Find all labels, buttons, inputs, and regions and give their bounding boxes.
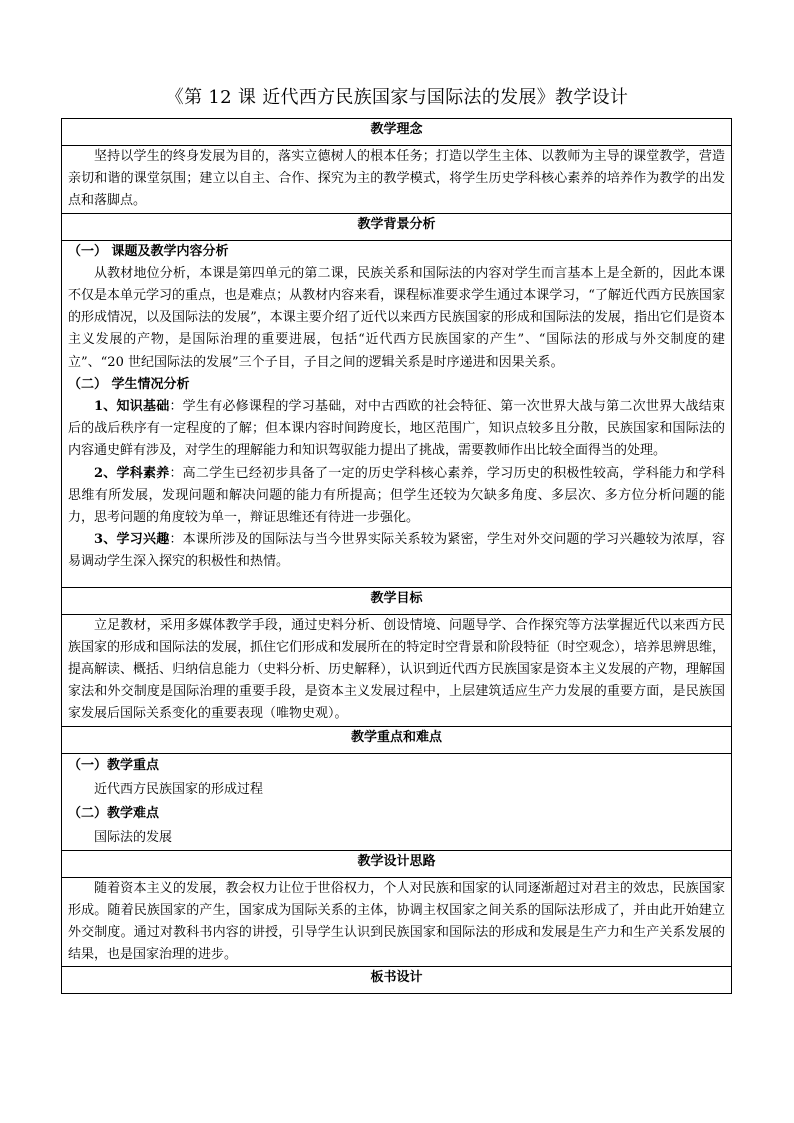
learning-interest-text: ：本课所涉及的国际法与当今世界实际关系较为紧密，学生对外交问题的学习兴趣较为浓厚，容易调动学生深入探究的积极性和热情。 [68, 532, 725, 570]
difficulty-text: 国际法的发展 [94, 829, 173, 845]
course-content-text: 从教材地位分析，本课是第四单元的第二课，民族关系和国际法的内容对学生而言基本上是全新的，因此本课不仅是本单元学习的重点，也是难点；从教材内容来看，课程标准要求学生通过本课学习，“了解近代西方民族国家的形成情况，以及国际法的发展”，本课主要介绍了近代以来西方民族国家的形成和国际法的发展，指出它们是资本主义发展的产物，是国际治理的重要进展，包括“近代西方民族国家的产生”、“国际法的形成与外交制度的建立”、“20 世纪国际法的发展”三个子目，子目之间的逻辑关系是时序递进和因果关系。 [68, 265, 725, 370]
goals-text: 立足教材，采用多媒体教学手段，通过史料分析、创设情境、问题导学、合作探究等方法掌握近代以来西方民族国家的形成和国际法的发展，抓住它们形成和发展所在的特定时空背景和阶段特征（时空观念），培养思辨思维，提高解读、概括、归纳信息能力（史料分析、历史解释），认识到近代西方民族国家是资本主义发展的产物，理解国家法和外交制度是国际治理的重要手段，是资本主义发展过程中，上层建筑适应生产力发展的重要方面，是民族国家发展后国际关系变化的重要表现（唯物史观）。 [68, 617, 725, 722]
knowledge-base-paragraph [68, 396, 725, 463]
cell-concept-body [62, 146, 732, 214]
lesson-plan-table [61, 118, 732, 994]
row-keypoints-heading [62, 726, 732, 753]
heading-background: 教学背景分析 [62, 213, 732, 240]
heading-board: 板书设计 [62, 967, 732, 994]
heading-goals: 教学目标 [62, 587, 732, 614]
document-title: 《第 12 课 近代西方民族国家与国际法的发展》教学设计 [165, 87, 629, 108]
course-content-subtitle: （一） 课题及教学内容分析 [68, 243, 229, 259]
knowledge-base-text: ：学生有必修课程的学习基础，对中古西欧的社会特征、第一次世界大战与第二次世界大战结束后的战后秩序有一定程度的了解；但本课内容时间跨度长，地区范围广，知识点较多且分散，民族国家和国际法的内容通史鲜有涉及，对学生的理解能力和知识驾驭能力提出了挑战，需要教师作出比较全面得当的处理。 [68, 399, 725, 459]
row-board-heading [62, 967, 732, 994]
heading-design: 教学设计思路 [62, 850, 732, 877]
row-concept-heading [62, 119, 732, 146]
row-design-heading [62, 850, 732, 877]
learning-interest-paragraph [68, 529, 725, 573]
focus-subtitle: （一）教学重点 [68, 757, 160, 773]
learning-interest-label: 3、学习兴趣 [94, 532, 170, 548]
row-background-heading [62, 213, 732, 240]
concept-text: 坚持以学生的终身发展为目的，落实立德树人的根本任务；打造以学生主体、以教师为主导的课堂教学，营造亲切和谐的课堂氛围；建立以自主、合作、探究为主的教学模式，将学生历史学科核心素养的培养作为教学的出发点和落脚点。 [68, 149, 725, 209]
row-concept-body [62, 146, 732, 214]
cell-goals-body [62, 614, 732, 726]
cell-keypoints-body [62, 753, 732, 850]
design-text: 随着资本主义的发展，教会权力让位于世俗权力，个人对民族和国家的认同逐渐超过对君主的效忠，民族国家形成。随着民族国家的产生，国家成为国际关系的主体，协调主权国家之间关系的国际法形成了，并由此开始建立外交制度。通过对教科书内容的讲授，引导学生认识到民族国家和国际法的形成和发展是生产力和生产关系发展的结果，也是国家治理的进步。 [68, 880, 725, 963]
subject-literacy-label: 2、学科素养 [94, 465, 170, 481]
knowledge-base-label: 1、知识基础 [94, 399, 170, 415]
heading-keypoints: 教学重点和难点 [62, 726, 732, 753]
focus-text: 近代西方民族国家的形成过程 [94, 781, 264, 797]
row-design-body [62, 877, 732, 967]
cell-design-body [62, 877, 732, 967]
difficulty-subtitle: （二）教学难点 [68, 805, 160, 821]
row-keypoints-body [62, 753, 732, 850]
student-analysis-subtitle: （二） 学生情况分析 [68, 376, 190, 392]
subject-literacy-paragraph [68, 463, 725, 530]
row-background-body [62, 240, 732, 587]
row-goals-heading [62, 587, 732, 614]
cell-background-body [62, 240, 732, 587]
row-goals-body [62, 614, 732, 726]
subject-literacy-text: ：高二学生已经初步具备了一定的历史学科核心素养，学习历史的积极性较高，学科能力和学科思维有所发展，发现问题和解决问题的能力有所提高；但学生还较为欠缺多角度、多层次、多方位分析问题的能力，思考问题的角度较为单一，辩证思维还有待进一步强化。 [68, 465, 725, 526]
heading-concept: 教学理念 [62, 119, 732, 146]
